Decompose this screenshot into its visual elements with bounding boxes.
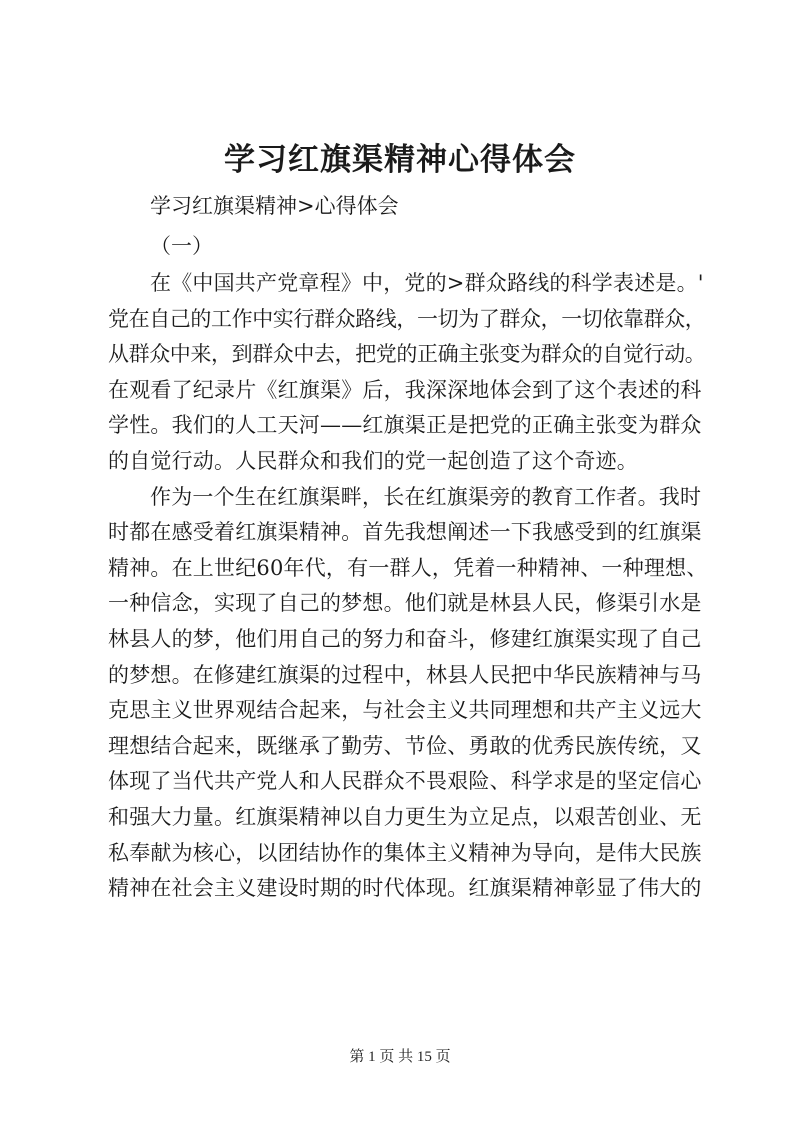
paragraph-line: 从群众中来，到群众中去，把党的正确主张变为群众的自觉行动。 [108, 342, 706, 367]
document-body [108, 266, 708, 907]
document-title: 学习红旗渠精神心得体会 [224, 142, 576, 178]
paragraph-line: 的梦想。在修建红旗渠的过程中，林县人民把中华民族精神与马 [108, 662, 702, 687]
paragraph-line: 私奉献为核心，以团结协作的集体主义精神为导向，是伟大民族 [108, 840, 702, 865]
paragraph-line: 学性。我们的人工天河——红旗渠正是把党的正确主张变为群众 [108, 413, 702, 438]
paragraph-1 [108, 266, 708, 480]
paragraph-line: 在观看了纪录片《红旗渠》后，我深深地体会到了这个表述的科 [108, 377, 702, 402]
section-marker: （一） [150, 234, 213, 258]
paragraph-line: 党在自己的工作中实行群众路线，一切为了群众，一切依靠群众， [108, 306, 706, 331]
paragraph-line: 时都在感受着红旗渠精神。首先我想阐述一下我感受到的红旗渠 [108, 520, 702, 545]
page-footer: 第 1 页 共 15 页 [349, 1049, 451, 1065]
paragraph-line: 理想结合起来，既继承了勤劳、节俭、勇敢的优秀民族传统，又 [108, 733, 702, 758]
paragraph-line: 作为一个生在红旗渠畔，长在红旗渠旁的教育工作者。我时 [150, 484, 702, 509]
paragraph-line: 精神在社会主义建设时期的时代体现。红旗渠精神彰显了伟大的 [108, 876, 702, 901]
paragraph-line: 克思主义世界观结合起来，与社会主义共同理想和共产主义远大 [108, 698, 702, 723]
paragraph-line: 在《中国共产党章程》中，党的>群众路线的科学表述是。' [150, 271, 704, 295]
paragraph-2 [108, 480, 708, 907]
paragraph-line: 和强大力量。红旗渠精神以自力更生为立足点，以艰苦创业、无 [108, 804, 702, 829]
paragraph-line: 一种信念，实现了自己的梦想。他们就是林县人民，修渠引水是 [108, 591, 702, 616]
paragraph-line: 体现了当代共产党人和人民群众不畏艰险、科学求是的坚定信心 [108, 769, 702, 794]
paragraph-line: 的自觉行动。人民群众和我们的党一起创造了这个奇迹。 [108, 448, 638, 473]
document-subtitle: 学习红旗渠精神>心得体会 [150, 194, 399, 218]
paragraph-line: 精神。在上世纪60年代，有一群人，凭着一种精神、一种理想、 [108, 555, 708, 580]
paragraph-line: 林县人的梦，他们用自己的努力和奋斗，修建红旗渠实现了自己 [108, 626, 702, 651]
